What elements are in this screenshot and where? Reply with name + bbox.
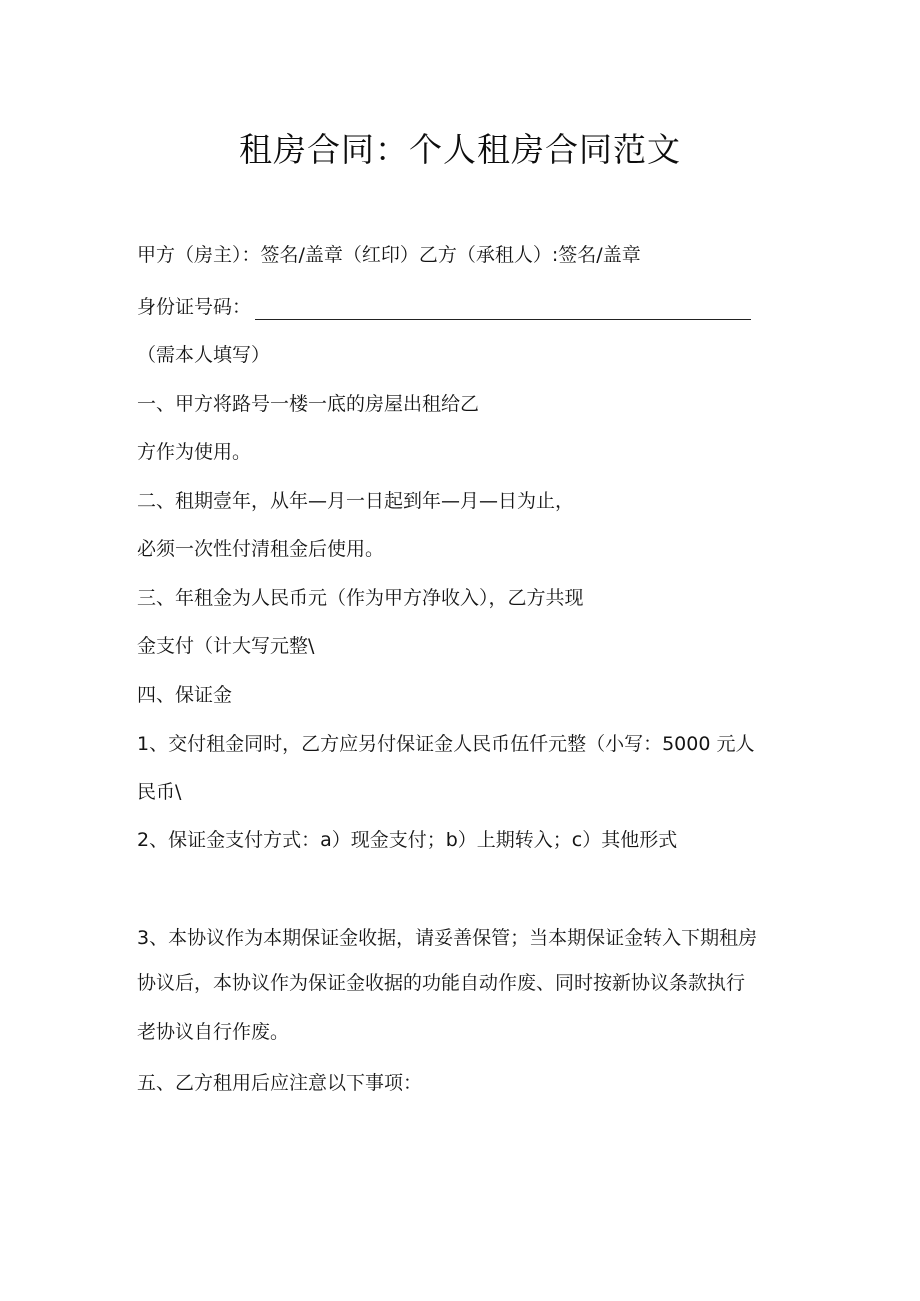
id-number-line	[137, 294, 751, 320]
clause-2-line-2: 必须一次性付清租金后使用。	[137, 538, 385, 560]
deposit-item-1-line-1: 1、交付租金同时，乙方应另付保证金人民币伍仟元整（小写：5000 元人	[137, 733, 755, 755]
clause-2-line-1: 二、租期壹年，从年—月一日起到年—月—日为止，	[137, 490, 575, 512]
parties-signature-line: 甲方（房主）：签名/盖章（红印）乙方（承租人）:签名/盖章	[137, 244, 641, 266]
clause-5-heading: 五、乙方租用后应注意以下事项：	[137, 1072, 423, 1094]
document-title: 租房合同：个人租房合同范文	[239, 130, 681, 169]
deposit-item-3-line-2: 协议后，本协议作为保证金收据的功能自动作废、同时按新协议条款执行	[137, 972, 746, 994]
clause-1-line-1: 一、甲方将路号一楼一底的房屋出租给乙	[137, 393, 480, 415]
clause-3-line-2: 金支付（计大写元整\	[137, 635, 315, 657]
fill-in-note: （需本人填写）	[137, 344, 271, 366]
deposit-item-2: 2、保证金支付方式：a）现金支付；b）上期转入；c）其他形式	[137, 829, 678, 851]
id-number-blank	[255, 299, 751, 320]
clause-1-line-2: 方作为使用。	[137, 441, 252, 463]
clause-3-line-1: 三、年租金为人民币元（作为甲方净收入），乙方共现	[137, 587, 584, 609]
deposit-item-3-line-3: 老协议自行作废。	[137, 1021, 290, 1043]
deposit-item-3-line-1: 3、本协议作为本期保证金收据，请妥善保管；当本期保证金转入下期租房	[137, 927, 758, 949]
deposit-item-1-line-2: 民币\	[137, 781, 182, 803]
id-number-label: 身份证号码：	[137, 296, 252, 318]
clause-4-heading: 四、保证金	[137, 684, 233, 706]
